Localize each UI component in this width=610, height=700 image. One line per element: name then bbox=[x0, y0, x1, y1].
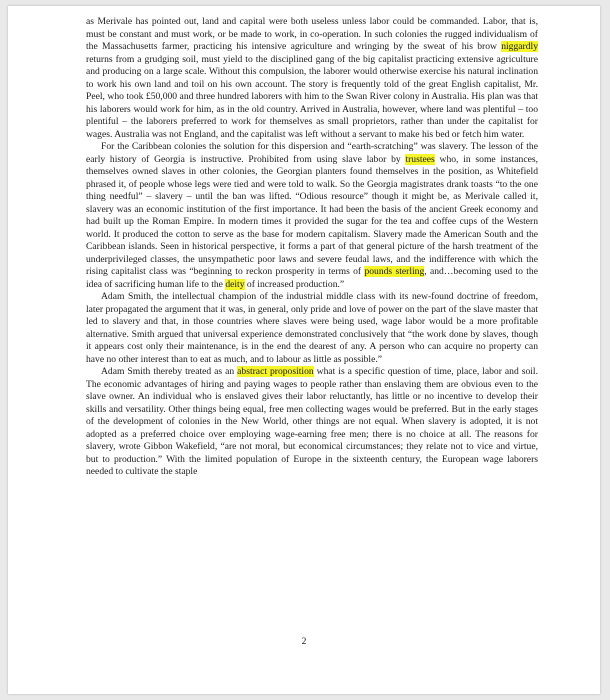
page-number: 2 bbox=[301, 636, 307, 647]
text-segment: , and…becoming used to the idea of sacrificing human life to the bbox=[86, 266, 538, 290]
body-text bbox=[86, 16, 538, 479]
document-page bbox=[8, 6, 600, 694]
text-segment: For the Caribbean colonies the solution for this dispersion and “earth-scratching” was slavery. The lesson of the early history of Georgia is instructive. Prohibited from using slave labor by bbox=[86, 141, 538, 165]
text-segment: what is a specific question of time, place, labor and soil. The economic advantages of hiring and paying wages to people rather than enslaving them are obvious even to the slave owner. An individual who is enslaved gives their labor reluctantly, has little or no incentive to develop their skills and versatility. Other things being equal, free men collecting wages would be preferred. But in the early stages of the development of colonies in the New World, other things are not equal. When slavery is adopted, it is not adopted as a preferred choice over employing wage-earning free men; there is no choice at all. The reasons for slavery, wrote Gibbon Wakefield, “are not moral, but economical circumstances; they relate not to vice and virtue, but to production.” With the limited population of Europe in the sixteenth century, the European wage laborers needed to cultivate the staple bbox=[86, 366, 538, 477]
highlighted-text: trustees bbox=[405, 153, 435, 165]
text-segment: Adam Smith, the intellectual champion of the industrial middle class with its new-found doctrine of freedom, later propagated the argument that it was, in general, only pride and love of power on the part of the slave master that led to slavery and that, in those countries where slaves were being used, wage labor would be a more profitable alternative. Smith argued that universal experience demonstrated conclusively that “the work done by slaves, though it appears cost only their maintenance, is in the end the dearest of any. A person who can acquire no property can have no other interest than to eat as much, and to labour as little as possible.” bbox=[86, 291, 538, 365]
highlighted-text: abstract proposition bbox=[237, 366, 314, 377]
highlighted-text: pounds sterling bbox=[364, 266, 425, 277]
text-segment: as Merivale has pointed out, land and capital were both useless unless labor could be commanded. Labor, that is, must be constant and must work, or be made to work, in co-operation. In such colonies the rugged individualism of the Massachusetts farmer, practicing his intensive agriculture and wringing by the sweat of his brow bbox=[86, 16, 538, 52]
highlighted-text: niggardly bbox=[501, 41, 538, 52]
paragraph bbox=[86, 141, 538, 291]
text-segment: of increased production.” bbox=[244, 278, 345, 290]
text-segment: returns from a grudging soil, must yield to the disciplined gang of the big capitalist practicing extensive agriculture and producing on a large scale. Without this compulsion, the laborer would otherwise exercise his natural inclination to work his own land and toil on his own account. The story is frequently told of the great English capitalist, Mr. Peel, who took £50,000 and three hundred laborers with him to the Swan River colony in Australia. His plan was that his laborers would work for him, as in the old country. Arrived in Australia, however, where land was plentiful – too plentiful – the laborers preferred to work for themselves as small proprietors, rather than under the capitalist for wages. Australia was not England, and the capitalist was left without a servant to make his bed or fetch him water. bbox=[86, 53, 538, 140]
text-segment: Adam Smith thereby treated as an bbox=[101, 366, 238, 377]
paragraph bbox=[86, 291, 538, 366]
highlighted-text: deity bbox=[225, 278, 245, 290]
text-segment: who, in some instances, themselves owned slaves in other colonies, the Georgian planters found themselves in the position, as Whitefield phrased it, of people whose legs were tied and were told to walk. So the Georgia magistrates drank toasts “to the one thing needful” – slavery – until the ban was lifted. “Odious resource” though it might be, as Merivale called it, slavery was an economic institution of the first importance. It had been the basis of the ancient Greek economy and had built up the Roman Empire. In modern times it provided the sugar for the tea and coffee cups of the Western world. It produced the cotton to serve as the base for modern capitalism. Slavery made the American South and the Caribbean islands. Seen in historical perspective, it forms a part of that general picture of the harsh treatment of the underprivileged classes, the unsympathetic poor laws and severe feudal laws, and the indifference with which the rising capitalist class was “beginning to reckon prosperity in terms of bbox=[86, 153, 539, 277]
paragraph bbox=[86, 366, 538, 479]
paragraph bbox=[86, 16, 538, 141]
